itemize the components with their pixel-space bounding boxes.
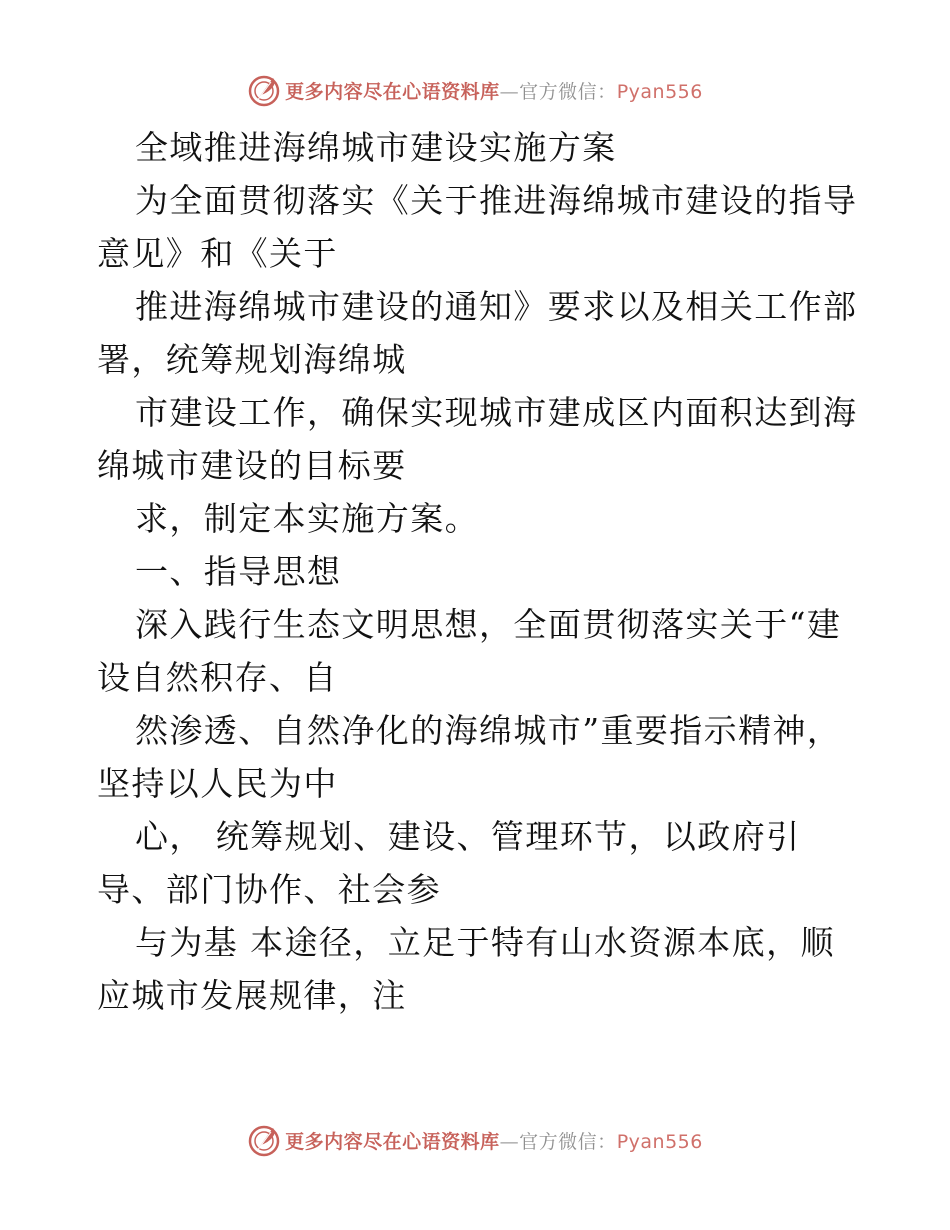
watermark-main-text: 更多内容尽在心语资料库: [285, 1130, 500, 1153]
text-line: 设自然积存、自: [97, 658, 338, 697]
header-watermark-banner: [0, 70, 950, 110]
footer-watermark-banner: [0, 1120, 950, 1160]
watermark-group: [247, 1123, 703, 1157]
text-line: 市建设工作，确保实现城市建成区内面积达到海: [135, 393, 858, 432]
text-line: 坚持以人民为中: [97, 764, 338, 803]
text-line: 与为基 本途径，立足于特有山水资源本底，顺: [135, 923, 835, 962]
section-heading: 一、指导思想: [135, 552, 342, 591]
text-line: 求，制定本实施方案。: [135, 499, 479, 538]
text-line: 意见》和《关于: [97, 234, 338, 273]
watermark-dash: —: [499, 80, 520, 103]
watermark-text: [285, 77, 703, 104]
text-line: 心， 统筹规划、建设、管理环节，以政府引: [135, 817, 801, 856]
text-line: 绵城市建设的目标要: [97, 446, 407, 485]
text-line: 然渗透、自然净化的海绵城市”重要指示精神，: [135, 711, 842, 750]
feather-quill-logo-icon: [247, 73, 281, 107]
text-line: 署，统筹规划海绵城: [97, 340, 407, 379]
watermark-wechat-id: Pyan556: [616, 80, 703, 103]
document-body: [97, 121, 857, 1022]
text-line: 推进海绵城市建设的通知》要求以及相关工作部: [135, 287, 858, 326]
watermark-official-label: 官方微信：: [519, 80, 617, 103]
watermark-main-text: 更多内容尽在心语资料库: [285, 80, 500, 103]
watermark-text: [285, 1127, 703, 1154]
document-title: 全域推进海绵城市建设实施方案: [135, 128, 617, 167]
watermark-wechat-id: Pyan556: [616, 1130, 703, 1153]
text-line: 为全面贯彻落实《关于推进海绵城市建设的指导: [135, 181, 858, 220]
text-line: 导、部门协作、社会参: [97, 870, 441, 909]
watermark-official-label: 官方微信：: [519, 1130, 617, 1153]
feather-quill-logo-icon: [247, 1123, 281, 1157]
text-line: 深入践行生态文明思想，全面贯彻落实关于“建: [135, 605, 842, 644]
watermark-dash: —: [499, 1130, 520, 1153]
text-line: 应城市发展规律，注: [97, 976, 407, 1015]
watermark-group: [247, 73, 703, 107]
